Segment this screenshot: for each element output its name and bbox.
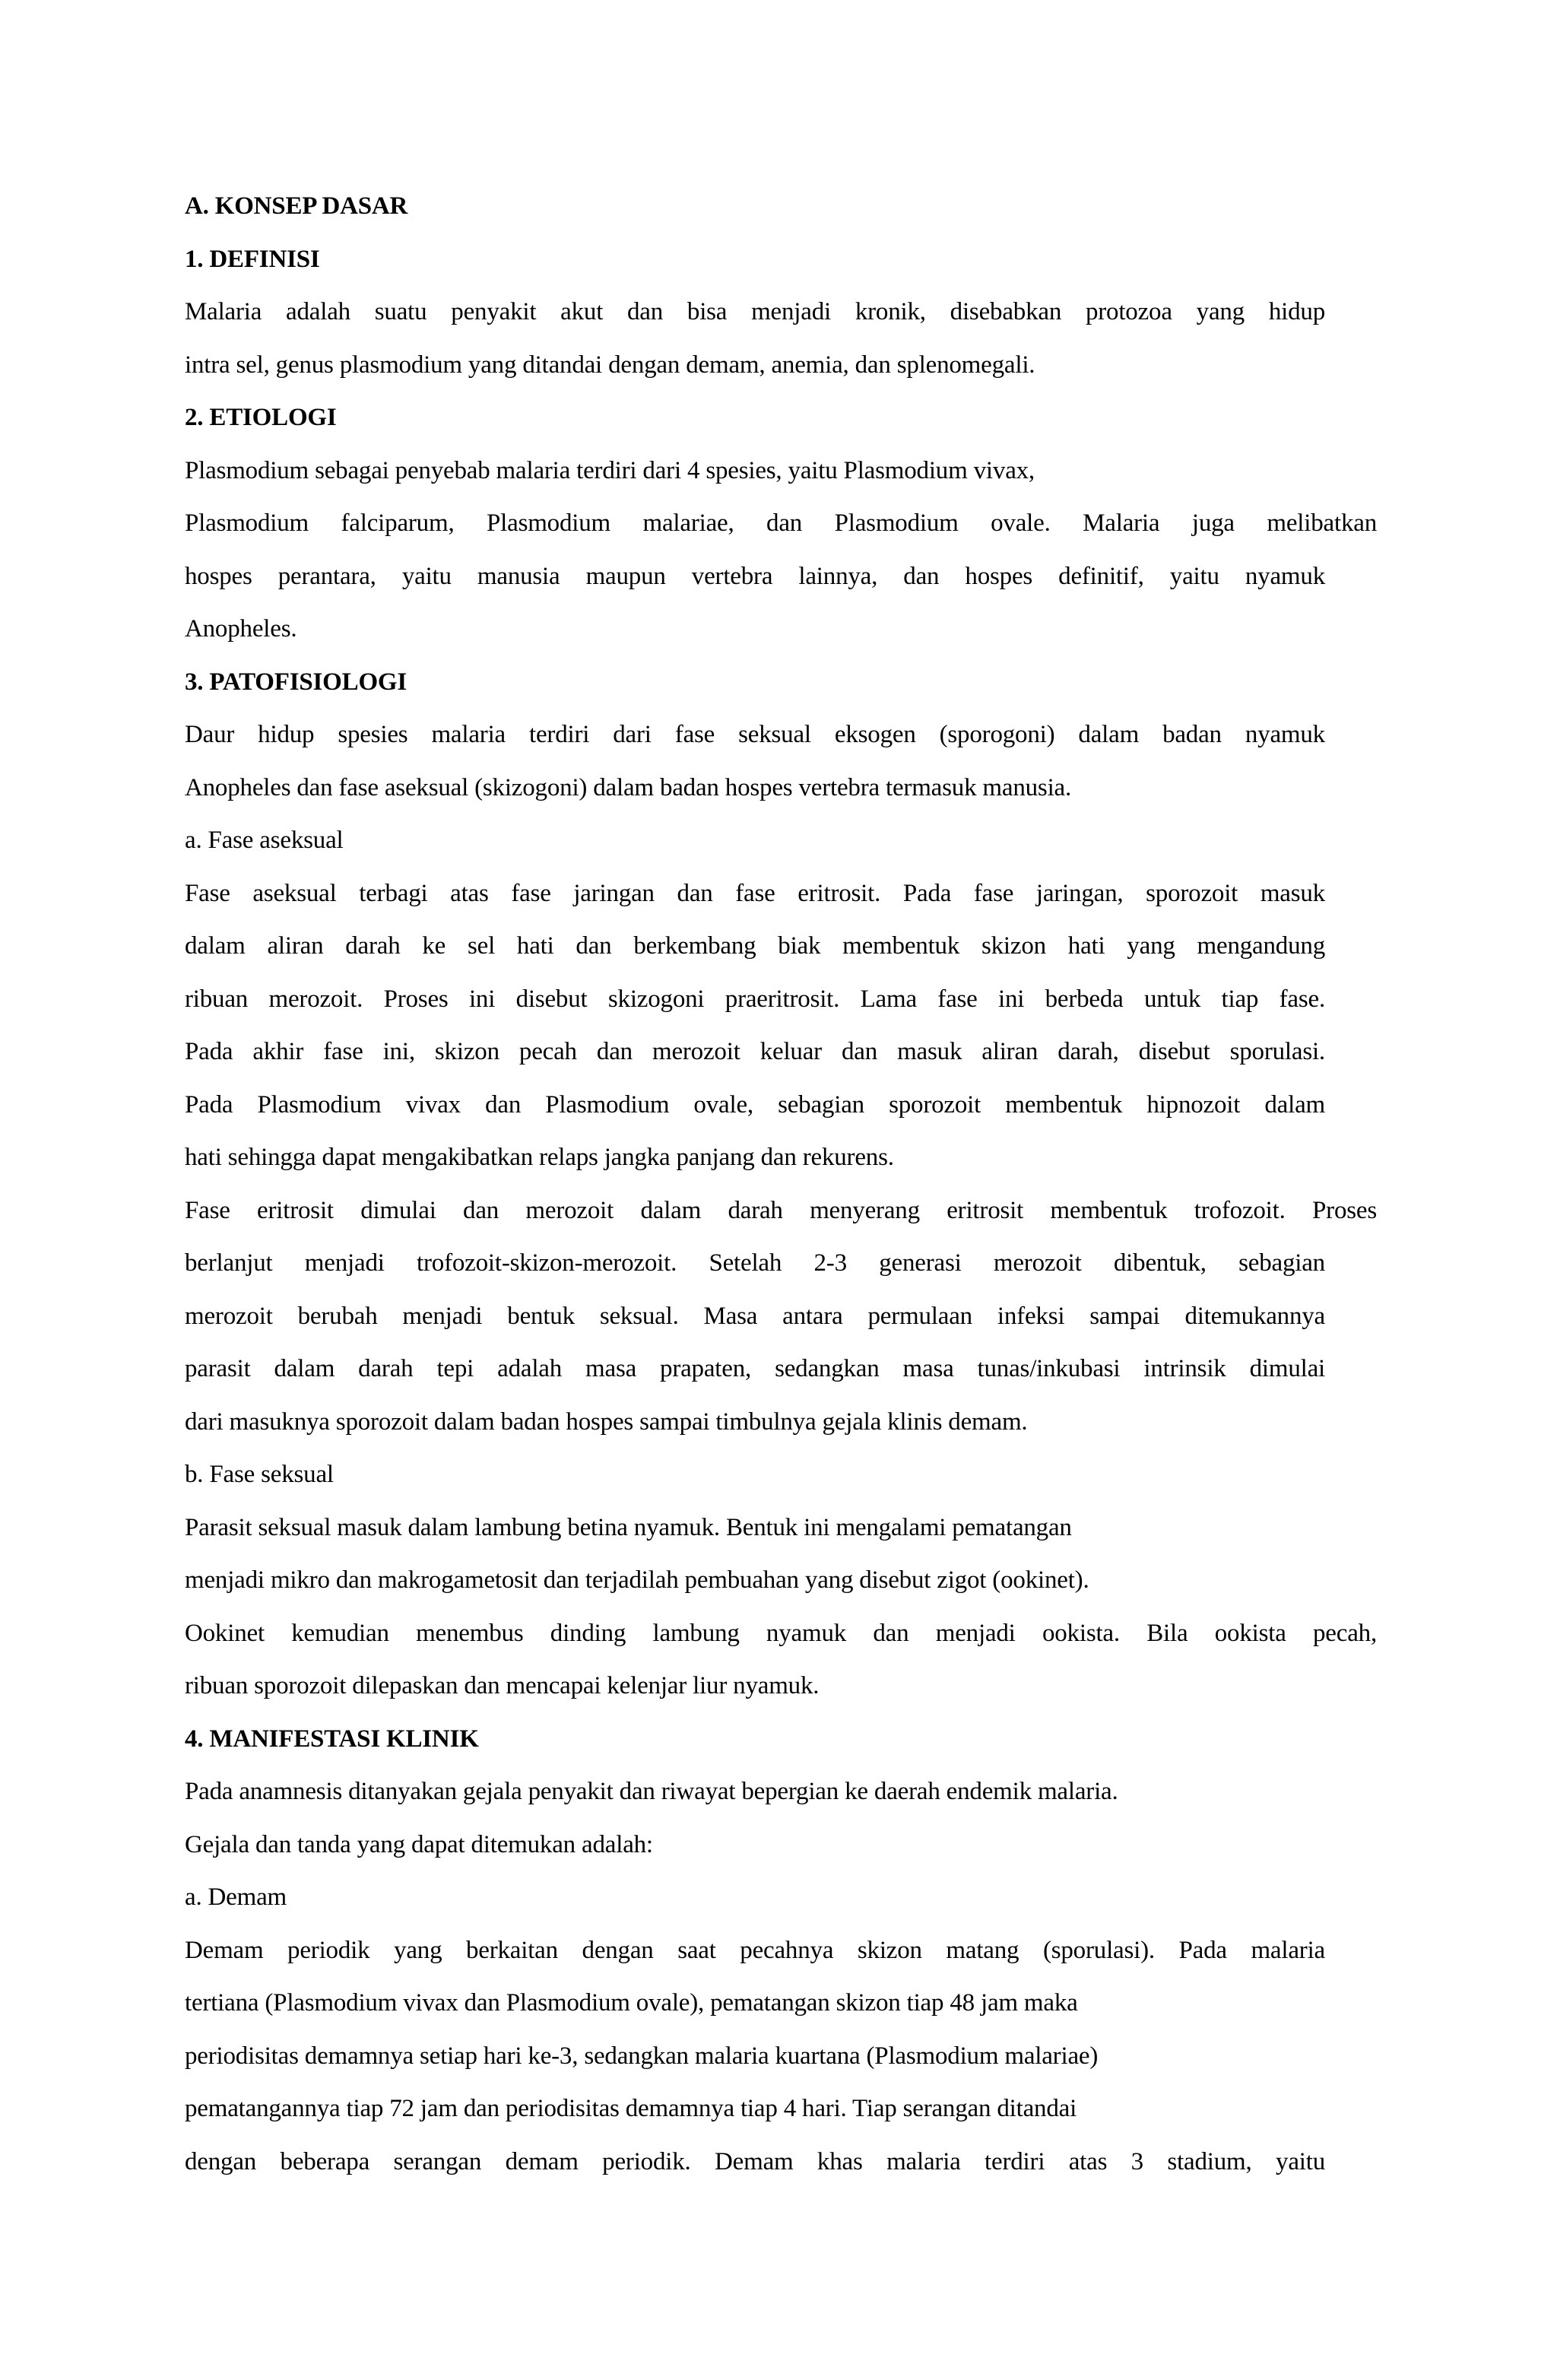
paragraph-line: dengan beberapa serangan demam periodik. Demam khas malaria terdiri atas 3 stadium, yaitu: [185, 2147, 1325, 2175]
paragraph-line: parasit dalam darah tepi adalah masa prapaten, sedangkan masa tunas/inkubasi intrinsik dimulai: [185, 1355, 1325, 1382]
paragraph-line: Pada Plasmodium vivax dan Plasmodium ovale, sebagian sporozoit membentuk hipnozoit dalam: [185, 1090, 1325, 1119]
section-heading-manifestasi-klinik: 4. MANIFESTASI KLINIK: [185, 1725, 479, 1753]
paragraph-line: Fase eritrosit dimulai dan merozoit dalam darah menyerang eritrosit membentuk trofozoit. Proses: [185, 1196, 1377, 1224]
paragraph-line: pematangannya tiap 72 jam dan periodisitas demamnya tiap 4 hari. Tiap serangan ditandai: [185, 2095, 1077, 2122]
subheading-fase-aseksual: a. Fase aseksual: [185, 827, 344, 854]
paragraph-line: tertiana (Plasmodium vivax dan Plasmodium ovale), pematangan skizon tiap 48 jam maka: [185, 1989, 1078, 2017]
paragraph-line: Malaria adalah suatu penyakit akut dan bisa menjadi kronik, disebabkan protozoa yang hidup: [185, 298, 1325, 325]
paragraph-line: Plasmodium sebagai penyebab malaria terdiri dari 4 spesies, yaitu Plasmodium vivax,: [185, 456, 1035, 484]
paragraph-line: Plasmodium falciparum, Plasmodium malariae, dan Plasmodium ovale. Malaria juga melibatkan: [185, 509, 1377, 537]
paragraph-line: Pada akhir fase ini, skizon pecah dan merozoit keluar dan masuk aliran darah, disebut sporulasi.: [185, 1038, 1325, 1065]
paragraph-line: Ookinet kemudian menembus dinding lambung nyamuk dan menjadi ookista. Bila ookista pecah,: [185, 1619, 1377, 1647]
paragraph-line: merozoit berubah menjadi bentuk seksual. Masa antara permulaan infeksi sampai ditemukannya: [185, 1302, 1325, 1330]
paragraph-line: ribuan merozoit. Proses ini disebut skizogoni praeritrosit. Lama fase ini berbeda untuk tiap fase.: [185, 985, 1325, 1013]
paragraph-line: Demam periodik yang berkaitan dengan saat pecahnya skizon matang (sporulasi). Pada malaria: [185, 1936, 1325, 1964]
paragraph-line: Parasit seksual masuk dalam lambung betina nyamuk. Bentuk ini mengalami pematangan: [185, 1513, 1072, 1541]
section-heading-definisi: 1. DEFINISI: [185, 245, 320, 273]
paragraph-line: intra sel, genus plasmodium yang ditandai dengan demam, anemia, dan splenomegali.: [185, 351, 1035, 379]
paragraph-line: menjadi mikro dan makrogametosit dan terjadilah pembuahan yang disebut zigot (ookinet).: [185, 1566, 1089, 1594]
paragraph-line: Daur hidup spesies malaria terdiri dari fase seksual eksogen (sporogoni) dalam badan nyamuk: [185, 721, 1325, 748]
paragraph-line: berlanjut menjadi trofozoit-skizon-merozoit. Setelah 2-3 generasi merozoit dibentuk, sebagian: [185, 1249, 1325, 1277]
section-heading-patofisiologi: 3. PATOFISIOLOGI: [185, 668, 407, 696]
section-title: A. KONSEP DASAR: [185, 192, 408, 220]
paragraph-line: Pada anamnesis ditanyakan gejala penyakit dan riwayat bepergian ke daerah endemik malaria.: [185, 1778, 1118, 1805]
paragraph-line: Anopheles dan fase aseksual (skizogoni) dalam badan hospes vertebra termasuk manusia.: [185, 773, 1072, 801]
section-heading-etiologi: 2. ETIOLOGI: [185, 404, 337, 431]
paragraph-line: periodisitas demamnya setiap hari ke-3, sedangkan malaria kuartana (Plasmodium malariae): [185, 2042, 1099, 2070]
paragraph-line: ribuan sporozoit dilepaskan dan mencapai kelenjar liur nyamuk.: [185, 1672, 820, 1699]
paragraph-line: Fase aseksual terbagi atas fase jaringan dan fase eritrosit. Pada fase jaringan, sporozoit masuk: [185, 879, 1325, 907]
document-body: [185, 180, 1386, 2188]
paragraph-line: dari masuknya sporozoit dalam badan hospes sampai timbulnya gejala klinis demam.: [185, 1407, 1028, 1436]
paragraph-line: Anopheles.: [185, 615, 297, 643]
paragraph-line: Gejala dan tanda yang dapat ditemukan adalah:: [185, 1830, 653, 1858]
paragraph-line: dalam aliran darah ke sel hati dan berkembang biak membentuk skizon hati yang mengandung: [185, 932, 1325, 960]
paragraph-line: hati sehingga dapat mengakibatkan relaps jangka panjang dan rekurens.: [185, 1144, 894, 1171]
subheading-fase-seksual: b. Fase seksual: [185, 1461, 334, 1488]
paragraph-line: hospes perantara, yaitu manusia maupun vertebra lainnya, dan hospes definitif, yaitu nyamuk: [185, 562, 1325, 590]
subheading-demam: a. Demam: [185, 1883, 287, 1911]
